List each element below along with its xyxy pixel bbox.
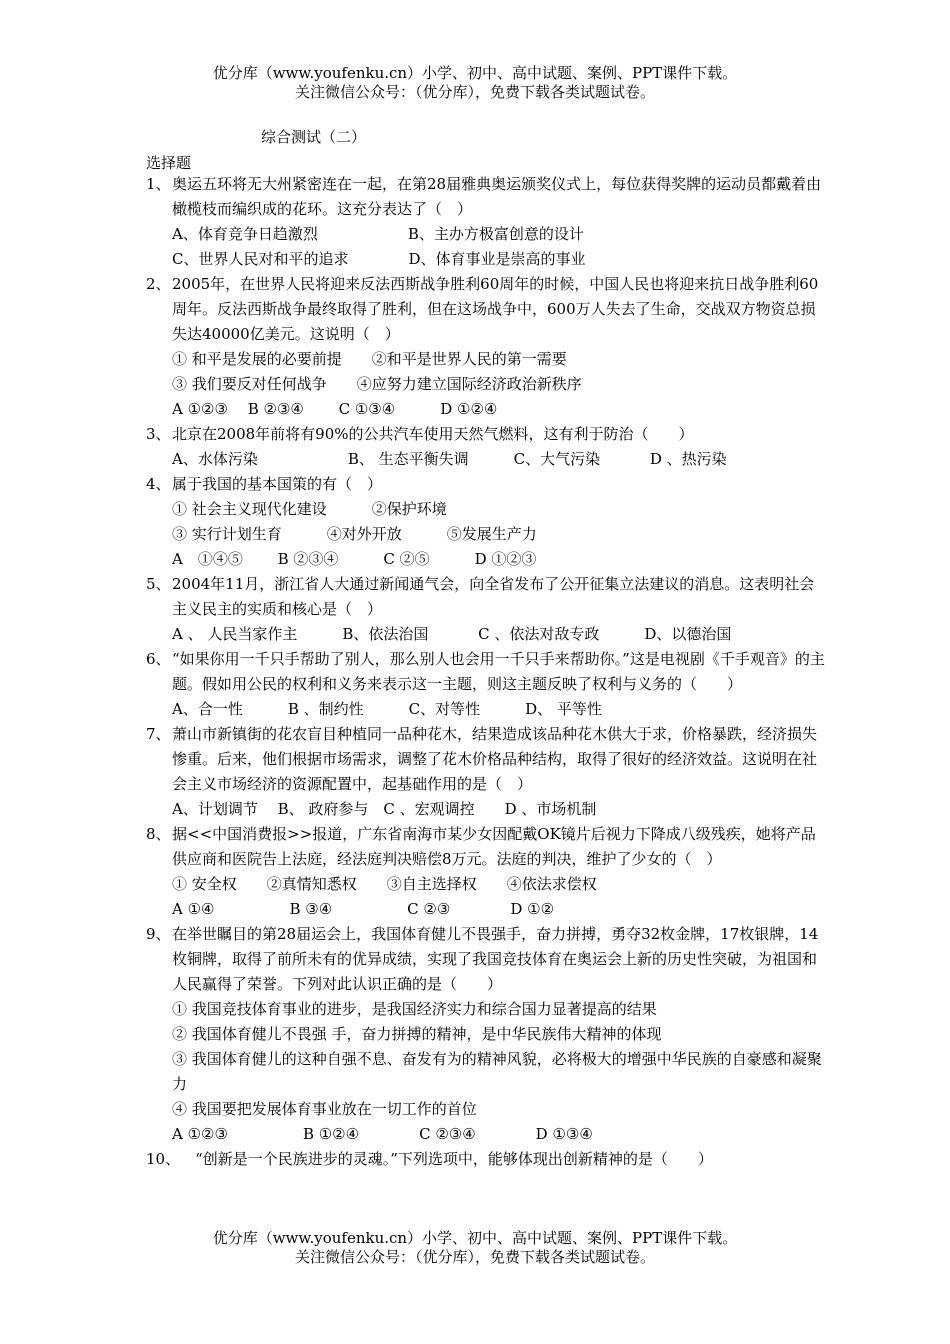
question-number: 3、 <box>146 425 171 443</box>
option-line: A ①②③ B ②③④ C ①③④ D ①②④ <box>172 400 498 418</box>
option-line: A、体育竞争日趋激烈 B、主办方极富创意的设计 <box>172 225 584 243</box>
question-number: 10、 <box>146 1150 181 1168</box>
question-6 <box>146 647 826 722</box>
option-line: ③ 我们要反对任何战争 ④应努力建立国际经济政治新秩序 <box>172 375 582 393</box>
question-list <box>146 172 826 1172</box>
question-1 <box>146 172 826 272</box>
option-line: A ①④⑤ B ②③④ C ②⑤ D ①②③ <box>172 550 537 568</box>
section-heading: 选择题 <box>146 154 192 172</box>
question-9 <box>146 922 826 1147</box>
option-line: ① 社会主义现代化建设 ②保护环境 <box>172 500 447 518</box>
question-stem: “如果你用一千只手帮助了别人，那么别人也会用一千只手来帮助你。”这是电视剧《千手观音》的主题。假如用公民的权利和义务来表示这一主题，则这主题反映了权利与义务的（ ） <box>172 650 825 693</box>
question-stem: 萧山市新镇街的花农盲目种植同一品种花木，结果造成该品种花木供大于求，价格暴跌，经济损失惨重。后来，他们根据市场需求，调整了花木价格品种结构，取得了很好的经济效益。这说明在社会主义市场经济的资源配置中，起基础作用的是（ ） <box>172 725 818 793</box>
footer-line-1: 优分库（www.youfenku.cn）小学、初中、高中试题、案例、PPT课件下载。 <box>212 1229 738 1247</box>
question-stem: “创新是一个民族进步的灵魂。”下列选项中，能够体现出创新精神的是（ ） <box>180 1150 713 1168</box>
question-7 <box>146 722 826 822</box>
option-line: ② 我国体育健儿不畏强 手，奋力拼搏的精神，是中华民族伟大精神的体现 <box>172 1025 662 1043</box>
option-line: A、水体污染 B、 生态平衡失调 C、大气污染 D 、热污染 <box>172 450 727 468</box>
option-line: ① 和平是发展的必要前提 ②和平是世界人民的第一需要 <box>172 350 567 368</box>
question-number: 2、 <box>146 275 171 293</box>
header-line-1: 优分库（www.youfenku.cn）小学、初中、高中试题、案例、PPT课件下载。 <box>212 64 738 82</box>
option-line: ③ 实行计划生育 ④对外开放 ⑤发展生产力 <box>172 525 537 543</box>
question-stem: 2004年11月，浙江省人大通过新闻通气会，向全省发布了公开征集立法建议的消息。这表明社会主义民主的实质和核心是（ ） <box>172 575 815 618</box>
question-5 <box>146 572 826 647</box>
page-header <box>0 64 950 102</box>
question-4 <box>146 472 826 572</box>
option-line: ④ 我国要把发展体育事业放在一切工作的首位 <box>172 1100 477 1118</box>
question-8 <box>146 822 826 922</box>
question-stem: 在举世瞩目的第28届运会上，我国体育健儿不畏强手，奋力拼搏，勇夺32枚金牌，17枚银牌，14枚铜牌，取得了前所未有的优异成绩，实现了我国竞技体育在奥运会上新的历史性突破，为祖国和人民赢得了荣誉。下列对此认识正确的是（ ） <box>172 925 819 993</box>
question-number: 7、 <box>146 725 171 743</box>
question-stem: 2005年，在世界人民将迎来反法西斯战争胜利60周年的时候，中国人民也将迎来抗日战争胜利60周年。反法西斯战争最终取得了胜利，但在这场战争中，600万人失去了生命，交战双方物资总损失达40000亿美元。这说明（ ） <box>172 275 819 343</box>
question-number: 1、 <box>146 175 171 193</box>
header-line-2: 关注微信公众号：（优分库），免费下载各类试题试卷。 <box>294 83 655 101</box>
question-10 <box>146 1147 826 1172</box>
page-footer <box>0 1229 950 1267</box>
option-line: ① 我国竞技体育事业的进步，是我国经济实力和综合国力显著提高的结果 <box>172 1000 657 1018</box>
question-number: 5、 <box>146 575 171 593</box>
option-line: A 、 人民当家作主 B、依法治国 C 、依法对敌专政 D、以德治国 <box>172 625 732 643</box>
question-number: 8、 <box>146 825 171 843</box>
option-line: ① 安全权 ②真情知悉权 ③自主选择权 ④依法求偿权 <box>172 875 597 893</box>
option-line: A ①②③ B ①②④ C ②③④ D ①③④ <box>172 1125 593 1143</box>
option-line: ③ 我国体育健儿的这种自强不息、奋发有为的精神风貌，必将极大的增强中华民族的自豪感和凝聚力 <box>172 1050 822 1093</box>
option-line: C、世界人民对和平的追求 D、体育事业是崇高的事业 <box>172 250 586 268</box>
question-number: 9、 <box>146 925 171 943</box>
question-stem: 据<<中国消费报>>报道，广东省南海市某少女因配戴OK镜片后视力下降成八级残疾，她将产品供应商和医院告上法庭，经法庭判决赔偿8万元。法庭的判决，维护了少女的（ ） <box>172 825 816 868</box>
document-title: 综合测试（二） <box>261 128 367 146</box>
question-stem: 奥运五环将无大州紧密连在一起，在第28届雅典奥运颁奖仪式上，每位获得奖牌的运动员都戴着由橄榄枝而编织成的花环。这充分表达了（ ） <box>172 175 822 218</box>
question-3 <box>146 422 826 472</box>
option-line: A ①④ B ③④ C ②③ D ①② <box>172 900 555 918</box>
option-line: A、计划调节 B、 政府参与 C 、宏观调控 D 、市场机制 <box>172 800 597 818</box>
question-number: 6、 <box>146 650 171 668</box>
footer-line-2: 关注微信公众号：（优分库），免费下载各类试题试卷。 <box>294 1248 655 1266</box>
question-stem: 属于我国的基本国策的有（ ） <box>172 475 383 493</box>
question-2 <box>146 272 826 422</box>
question-stem: 北京在2008年前将有90%的公共汽车使用天然气燃料，这有利于防治（ ） <box>172 425 694 443</box>
question-number: 4、 <box>146 475 171 493</box>
option-line: A、合一性 B 、制约性 C、对等性 D、 平等性 <box>172 700 602 718</box>
